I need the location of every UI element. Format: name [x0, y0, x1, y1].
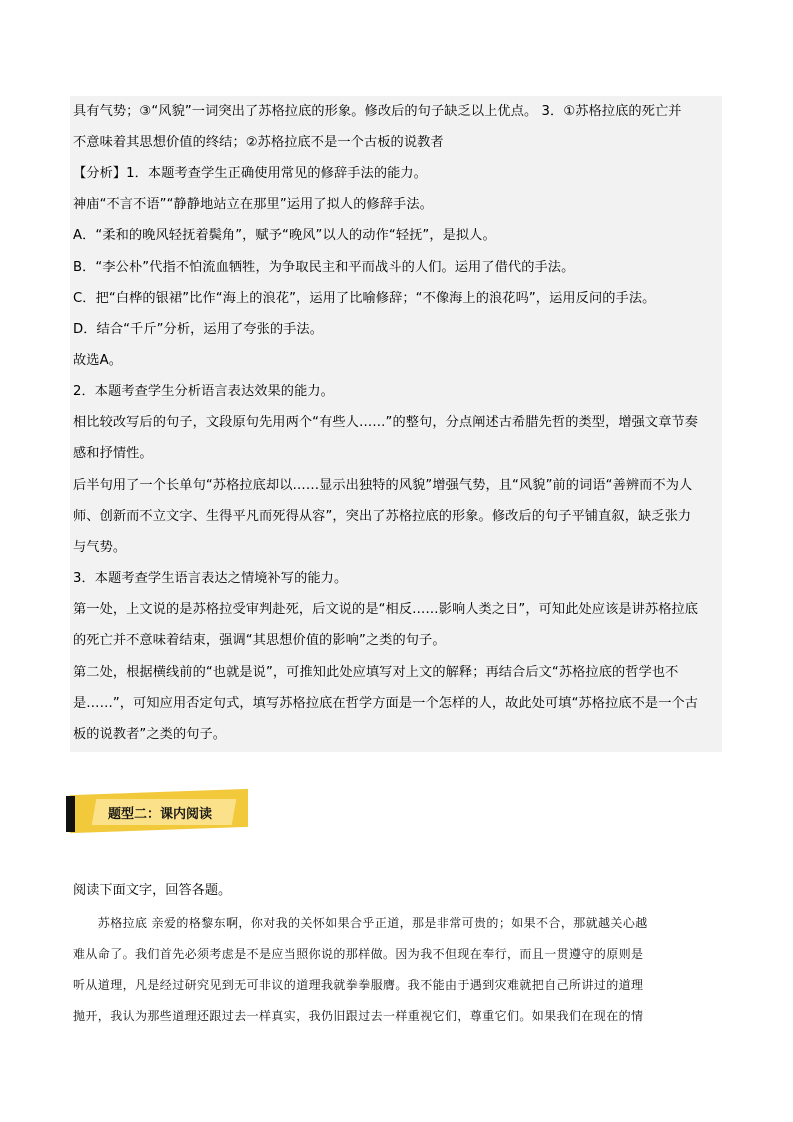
answer-line: B．“李公朴”代指不怕流血牺牲，为争取民主和平而战斗的人们。运用了借代的手法。	[73, 260, 575, 275]
answer-line: 师、创新而不立文字、生得平凡而死得从容”，突出了苏格拉底的形象。修改后的句子平铺直叙，缺乏张力	[73, 509, 692, 524]
answer-line: 感和抒情性。	[73, 446, 153, 461]
answer-line: 神庙“不言不语”“静静地站立在那里”运用了拟人的修辞手法。	[73, 197, 433, 212]
answer-line: 后半句用了一个长单句“苏格拉底却以……显示出独特的风貌”增强气势，且“风貌”前的词语“善辨而不为人	[73, 478, 693, 493]
answer-line: 第一处，上文说的是苏格拉受审判赴死，后文说的是“相反……影响人类之日”，可知此处应该是讲苏格拉底	[73, 602, 699, 617]
answer-line: C．把“白桦的银裙”比作“海上的浪花”，运用了比喻修辞；“不像海上的浪花吗”，运用反问的手法。	[73, 291, 656, 306]
answer-line: 2．本题考查学生分析语言表达效果的能力。	[73, 384, 334, 399]
passage-line: 听从道理，凡是经过研究见到无可非议的道理我就拳拳服膺。我不能由于遇到灾难就把自己所讲过的道理	[73, 978, 644, 992]
answer-line: 具有气势；③“风貌”一词突出了苏格拉底的形象。修改后的句子缺乏以上优点。 3．①苏格拉底的死亡并	[73, 104, 682, 119]
passage-line: 苏格拉底 亲爱的格黎东啊，你对我的关怀如果合乎正道，那是非常可贵的；如果不合，那就越关心越	[73, 916, 648, 930]
answer-line: 故选A。	[73, 353, 122, 368]
answer-line: 与气势。	[73, 540, 127, 555]
reading-instruction: 阅读下面文字，回答各题。	[73, 883, 232, 898]
answer-line: 的死亡并不意味着结束，强调“其思想价值的影响”之类的句子。	[73, 633, 446, 648]
answer-line: A．“柔和的晚风轻抚着鬓角”，赋予“晚风”以人的动作“轻抚”，是拟人。	[73, 228, 496, 243]
answer-line: 3．本题考查学生语言表达之情境补写的能力。	[73, 571, 348, 586]
passage-line: 抛开，我认为那些道理还跟过去一样真实，我仍旧跟过去一样重视它们，尊重它们。如果我们在现在的情	[73, 1009, 644, 1023]
banner-accent-bar	[66, 796, 75, 832]
answer-line: 【分析】1．本题考查学生正确使用常见的修辞手法的能力。	[73, 166, 427, 181]
section-title: 题型二：课内阅读	[108, 807, 213, 822]
answer-line: D．结合“千斤”分析，运用了夸张的手法。	[73, 322, 324, 337]
answer-line: 相比较改写后的句子，文段原句先用两个“有些人……”的整句，分点阐述古希腊先哲的类型，增强文章节奏	[73, 415, 699, 430]
passage-line: 难从命了。我们首先必须考虑是不是应当照你说的那样做。因为我不但现在奉行，而且一贯遵守的原则是	[73, 947, 644, 961]
answer-line: 第二处，根据横线前的“也就是说”，可推知此处应填写对上文的解释；再结合后文“苏格拉底的哲学也不	[73, 665, 679, 680]
section-banner	[66, 790, 248, 834]
answer-line: 是……”，可知应用否定句式，填写苏格拉底在哲学方面是一个怎样的人，故此处可填“苏格拉底不是一个古	[73, 696, 699, 711]
answer-line: 板的说教者”之类的句子。	[73, 727, 227, 742]
answer-line: 不意味着其思想价值的终结；②苏格拉底不是一个古板的说教者	[73, 135, 444, 150]
